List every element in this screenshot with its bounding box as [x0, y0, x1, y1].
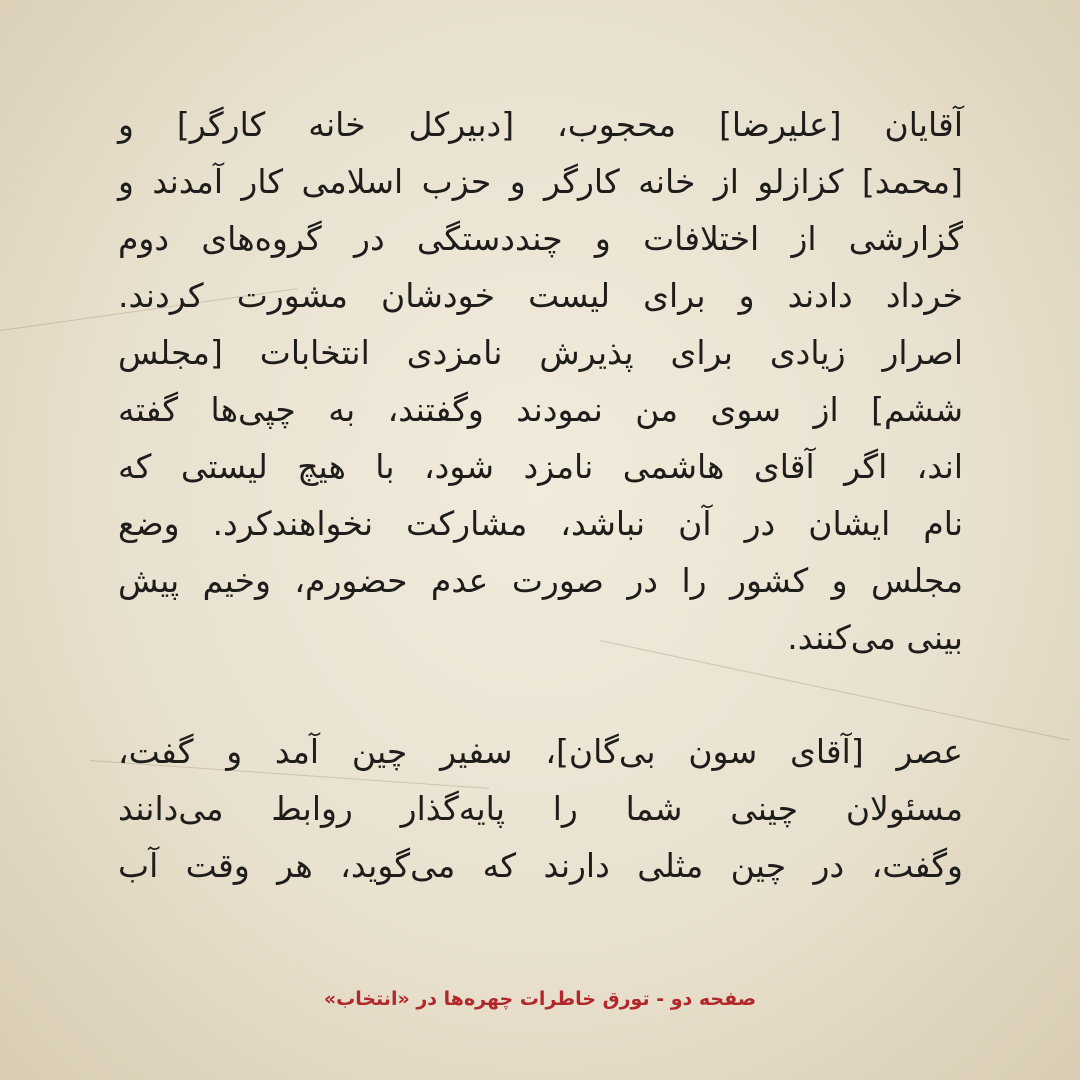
memoir-text — [118, 96, 963, 894]
text-line: گزارشی از اختلافات و چنددستگی در گروه‌های دوم — [118, 219, 963, 258]
text-line: نام ایشان در آن نباشد، مشارکت نخواهندکرد. وضع — [118, 504, 963, 543]
paragraph-2 — [118, 723, 963, 894]
text-line: ششم] از سوی من نمودند وگفتند، به چپی‌ها گفته — [118, 390, 963, 429]
text-line: آقایان [علیرضا] محجوب، [دبیرکل خانه کارگر] و — [118, 105, 963, 144]
text-line: عصر [آقای سون بی‌گان]، سفیر چین آمد و گفت، — [118, 732, 963, 771]
text-line: مسئولان چینی شما را پایه‌گذار روابط می‌دانند — [118, 789, 963, 828]
text-line: اصرار زیادی برای پذیرش نامزدی انتخابات [مجلس — [118, 333, 963, 372]
text-line: وگفت، در چین مثلی دارند که می‌گوید، هر وقت آب — [118, 846, 963, 885]
paragraph-gap — [118, 666, 963, 723]
paragraph-1 — [118, 96, 963, 666]
text-line: مجلس و کشور را در صورت عدم حضورم، وخیم پیش — [118, 561, 963, 600]
text-line: [محمد] کزازلو از خانه کارگر و حزب اسلامی کار آمدند و — [118, 162, 963, 201]
text-line: خرداد دادند و برای لیست خودشان مشورت کردند. — [118, 276, 963, 315]
text-line: اند، اگر آقای هاشمی نامزد شود، با هیچ لیستی که — [118, 447, 963, 486]
page-footer-caption: صفحه دو - تورق خاطرات چهره‌ها در «انتخاب» — [323, 988, 757, 1010]
text-line: بینی می‌کنند. — [787, 618, 963, 657]
